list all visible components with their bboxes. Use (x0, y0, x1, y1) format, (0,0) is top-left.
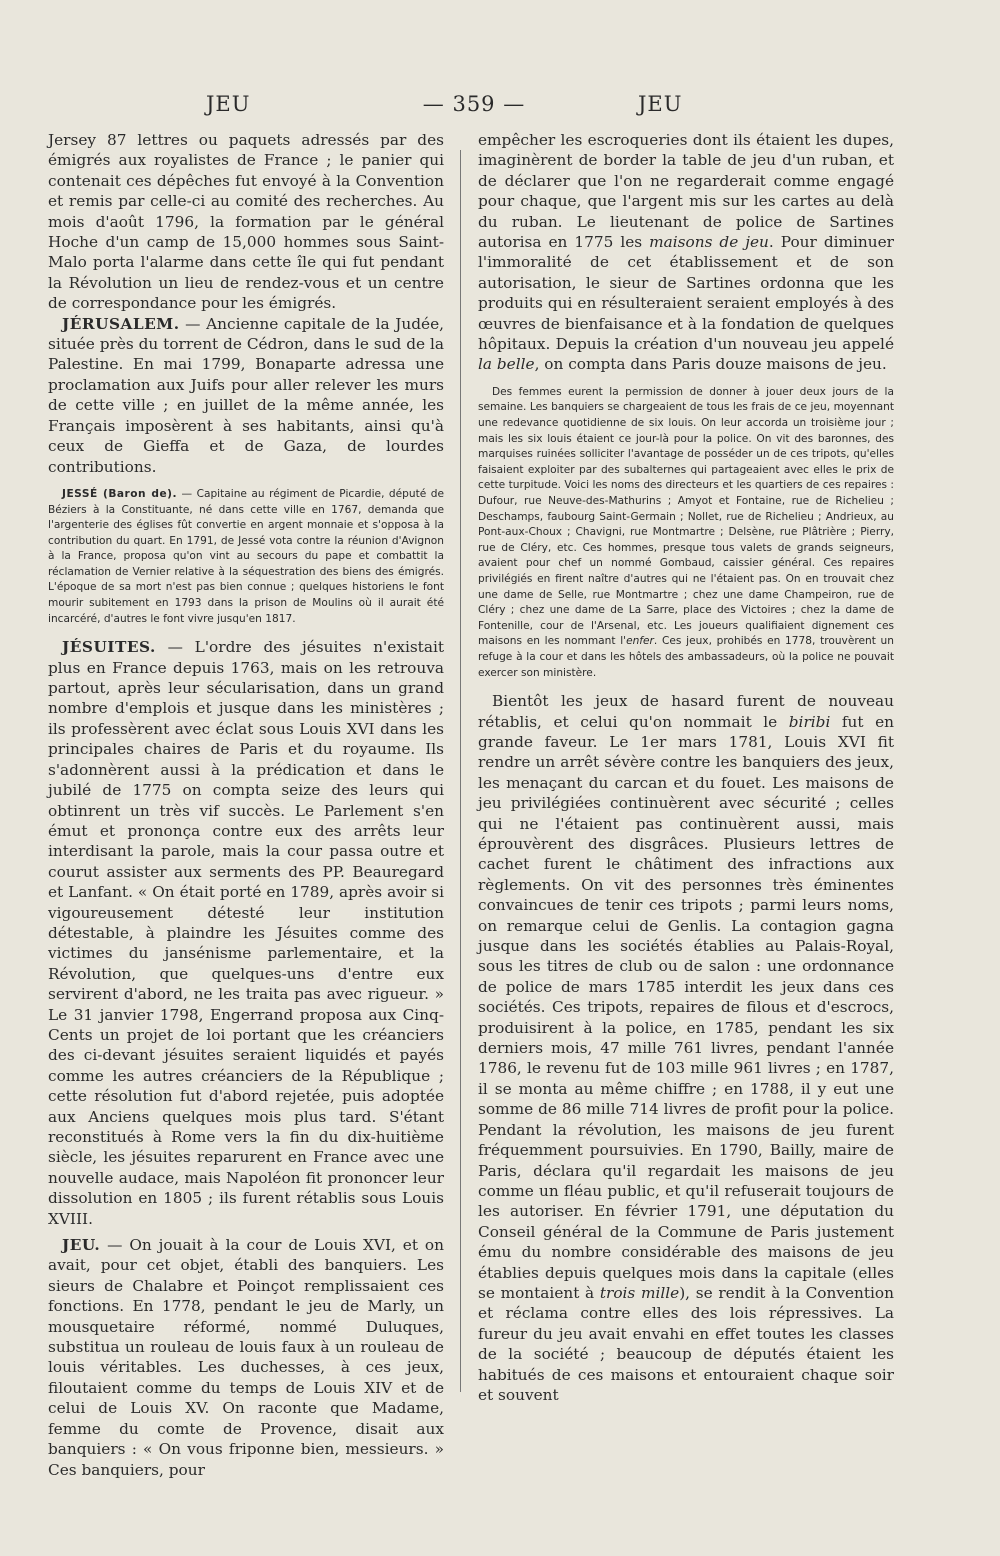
entry-heading: JESSÉ (Baron de). (62, 487, 178, 500)
text-run: ), se rendit à la Convention et réclama contre elles des lois répressives. La fureur du jeu avait envahi en effet toutes les classes de la société ; beaucoup de députés étaient les habitués de ces maisons et entouraient chaque soir et souvent (478, 1283, 894, 1404)
entry-jerusalem (48, 314, 444, 477)
italic-term: la belle (478, 355, 535, 374)
text-run: fut en grande faveur. Le 1er mars 1781, Louis XVI fit rendre un arrêt sévère contre les banquiers des jeux, les menaçant du carcan et du fouet. Les maisons de jeu privilégiées continuèrent avec sécurité ; celles qui ne l'étaient pas continuèrent aussi, mais éprouvèrent des disgrâces. Plusieurs lettres de cachet furent le châtiment des infractions aux règlements. On vit des personnes très éminentes convaincues de tenir ces tripots ; parmi leurs noms, on remarque celui de Genlis. La contagion gagna jusque dans les sociétés établies au Palais-Royal, sous les titres de club ou de salon : une ordonnance de police de mars 1785 interdit les jeux dans ces sociétés. Ces tripots, repaires de filous et d'escrocs, produisirent à la police, en 1785, pendant les six derniers mois, 47 mille 761 livres, pendant l'année 1786, le revenu fut de 103 mille 961 livres ; en 1787, il se monta au même chiffre ; en 1788, il y eut une somme de 86 mille 714 livres de profit pour la police. Pendant la révolution, les maisons de jeu furent fréquemment poursuivies. En 1790, Bailly, maire de Paris, déclara qu'il regardait les maisons de jeu comme un fléau public, et qu'il refuserait toujours de les autoriser. En février 1791, une députation du Conseil général de la Commune de Paris justement ému du nombre considérable des maisons de jeu établies depuis quelques mois dans la capitale (elles se montaient à (478, 712, 895, 1302)
entry-text: — L'ordre des jésuites n'existait plus en France depuis 1763, mais on les retrouva partout, après leur sécularisation, dans un grand nombre d'emplois et jusque dans les ministères ; ils professèrent avec éclat sous Louis XVI dans les principales chaires de Paris et du royaume. Ils s'adonnèrent aussi à la prédication et dans le jubilé de 1775 on compta seize des leurs qui obtinrent un très vif succès. Le Parlement s'en émut et prononça contre eux des arrêts leur interdisant la parole, mais la cour passa outre et courut assister aux serments des PP. Beauregard et Lanfant. « On était porté en 1789, après avoir si vigoureusement détesté leur institution détestable, à plaindre les Jésuites comme des victimes du jansénisme parlementaire, et la Révolution, que quelques-uns d'entre eux servirent d'abord, ne les traita pas avec rigueur. » Le 31 janvier 1798, Engerrand proposa aux Cinq-Cents un projet de loi portant que les créanciers des ci-devant jésuites seraient liquidés et payés comme les autres créanciers de la République ; cette résolution fut d'abord rejetée, puis adoptée aux Anciens quelques mois plus tard. S'étant reconstitués à Rome vers la fin du dix-huitième siècle, les jésuites reparurent en France avec une nouvelle audace, mais Napoléon fit prononcer leur dissolution en 1805 ; ils furent rétablis sous Louis XVIII. (48, 638, 444, 1228)
paragraph-femmes (478, 385, 894, 681)
text-run: . Ces jeux, prohibés en 1778, trouvèrent un refuge à la cour et dans les hôtels des ambassadeurs, où la police ne pouvait exercer son ministère. (478, 635, 894, 679)
text-run: , on compta dans Paris douze maisons de jeu. (534, 355, 887, 374)
italic-term: enfer (626, 635, 654, 648)
italic-term: trois mille (599, 1283, 680, 1302)
column-rule (460, 150, 461, 1392)
text-run: Bientôt les jeux de hasard furent de nouveau rétablis, et celui qu'on nommait le (478, 692, 894, 731)
entry-jesuites (48, 637, 444, 1229)
text-run: empêcher les escroqueries dont ils étaient les dupes, imaginèrent de border la table de jeu d'un ruban, et de déclarer que l'on ne regarderait comme engagé pour chaque, que l'argent mis sur les cartes au delà du ruban. Le lieutenant de police de Sartines autorisa en 1775 les (478, 131, 894, 252)
entry-heading: JÉSUITES. (62, 638, 156, 657)
paragraph-jersey: Jersey 87 lettres ou paquets adressés par des émigrés aux royalistes de France ; le panier qui contenait ces dépêches fut envoyé à la Convention et remis par celle-ci au comité des recherches. Au mois d'août 1796, la formation par le général Hoche d'un camp de 15,000 hommes sous Saint-Malo porta l'alarme dans cette île qui fut pendant la Révolution un lieu de rendez-vous et un centre de correspondance pour les émigrés. (48, 131, 444, 313)
italic-term: biribi (788, 712, 831, 731)
entry-jesse (48, 487, 444, 627)
right-column (478, 130, 894, 1405)
entry-heading: JÉRUSALEM. (62, 314, 180, 333)
italic-term: maisons de jeu (649, 233, 769, 252)
entry-text: — Ancienne capitale de la Judée, située près du torrent de Cédron, dans le sud de la Palestine. En mai 1799, Bonaparte adressa une proclamation aux Juifs pour aller relever les murs de cette ville ; en juillet de la même année, les Français imposèrent à ses habitants, ainsi qu'à ceux de Gieffa et de Gaza, de lourdes contributions. (48, 314, 444, 476)
paragraph-biribi (478, 691, 894, 1405)
entry-heading: JEU. (62, 1236, 101, 1255)
running-header (48, 92, 894, 124)
header-right: JEU (638, 92, 683, 116)
paragraph-ruban (478, 130, 894, 375)
text-run: . Pour diminuer l'immoralité de cet établissement et de son autorisation, le sieur de Sartines ordonna que les produits qui en résulteraient seraient employés à des œuvres de bienfaisance et à la fondation de quelques hôpitaux. Depuis la création d'un nouveau jeu appelé (478, 233, 894, 354)
page-number: — 359 — (422, 92, 526, 116)
left-column (48, 130, 444, 1480)
entry-jeu (48, 1235, 444, 1480)
entry-text: — Capitaine au régiment de Picardie, député de Béziers à la Constituante, né dans cette ville en 1767, demanda que l'argenterie des églises fût convertie en argent monnaie et s'opposa à la contribution du quart. En 1791, de Jessé vota contre la réunion d'Avignon à la France, proposa qu'on vint au secours du pape et combattit la réclamation de Vernier relative à la séquestration des biens des émigrés. L'époque de sa mort n'est pas bien connue ; quelques historiens le font mourir subitement en 1793 dans la prison de Moulins où il aurait été incarcéré, d'autres le font vivre jusqu'en 1817. (48, 487, 444, 625)
header-left: JEU (206, 92, 251, 116)
entry-text: — On jouait à la cour de Louis XVI, et on avait, pour cet objet, établi des banquiers. Les sieurs de Chalabre et Poinçot remplissaient ces fonctions. En 1778, pendant le jeu de Marly, un mousquetaire réformé, nommé Duluques, substitua un rouleau de louis faux à un rouleau de louis véritables. Les duchesses, à ces jeux, filoutaient comme du temps de Louis XIV et de celui de Louis XV. On raconte que Madame, femme du comte de Provence, disait aux banquiers : « On vous friponne bien, messieurs. » Ces banquiers, pour (48, 1236, 444, 1479)
text-run: Des femmes eurent la permission de donner à jouer deux jours de la semaine. Les banquiers se chargeaient de tous les frais de ce jeu, moyennant une redevance quotidienne de six louis. On leur accorda un troisième jour ; mais les six louis étaient ce jour-là pour la police. On vit des baronnes, des marquises ruinées solliciter l'avantage de posséder un de ces tripots, qu'elles faisaient exploiter par des subalternes qui partageaient avec elles le prix de cette turpitude. Voici les noms des directeurs et les quartiers de ces repaires : Dufour, rue Neuve-des-Mathurins ; Amyot et Fontaine, rue de Richelieu ; Deschamps, faubourg Saint-Germain ; Nollet, rue de Richelieu ; Andrieux, au Pont-aux-Choux ; Chavigni, rue Montmartre ; Delsène, rue Plâtrière ; Pierry, rue de Cléry, etc. Ces hommes, presque tous valets de grands seigneurs, avaient pour chef un nommé Gombaud, caissier général. Ces repaires privilégiés en firent naître d'autres qui ne l'étaient pas. On en trouvait chez une dame de Selle, rue Montmartre ; chez une dame Champeiron, rue de Cléry ; chez une dame de La Sarre, place des Victoires ; chez la dame de Fontenille, cour de l'Arsenal, etc. Les joueurs qualifiaient dignement ces maisons en les nommant l' (478, 385, 894, 648)
